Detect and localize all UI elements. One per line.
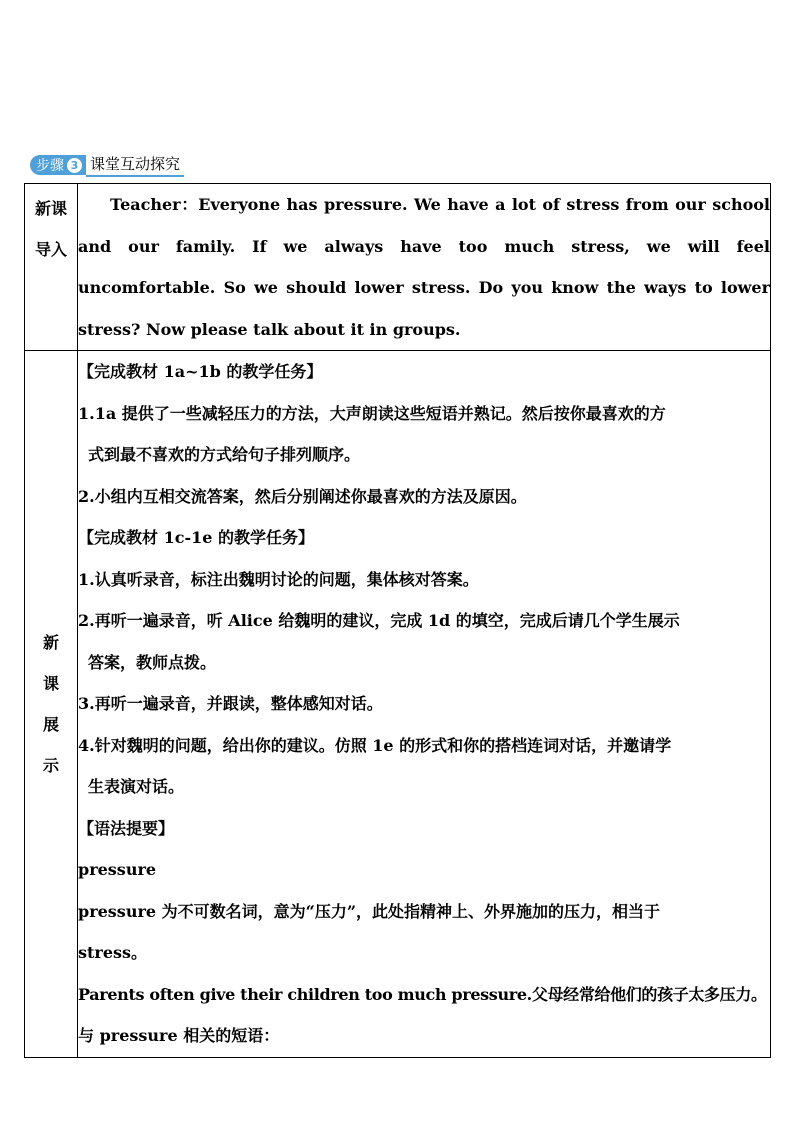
intro-label-line: 新课 [34,199,67,218]
task-item: 2.再听一遍录音，听 Alice 给魏明的建议，完成 1d 的填空，完成后请几个学生展示 [78,611,680,630]
step-badge-label: 步骤 [36,158,64,174]
grammar-example: Parents often give their children too much pressure.父母经常给他们的孩子太多压力。 [78,984,767,1004]
lesson-table [24,183,771,1058]
display-label-cell [25,351,78,1058]
task-item-continuation: 答案，教师点拨。 [88,652,217,672]
step-badge [30,155,86,175]
grammar-explanation-continuation: stress。 [78,943,148,962]
display-label-line: 课 [42,673,59,693]
display-label-line: 展 [42,714,59,734]
display-content-cell [78,351,771,1058]
display-label-line: 新 [42,632,59,652]
step-number: 3 [67,158,82,173]
grammar-heading: 【语法提要】 [78,818,175,838]
task-heading: 【完成教材 1a~1b 的教学任务】 [78,362,323,381]
grammar-term: pressure [78,860,157,879]
task-item: 1.1a 提供了一些减轻压力的方法，大声朗读这些短语并熟记。然后按你最喜欢的方 [78,403,666,423]
display-label-line: 示 [42,755,59,775]
section-title: 课堂互动探究 [86,154,184,177]
task-heading: 【完成教材 1c-1e 的教学任务】 [78,528,314,547]
intro-paragraph: Teacher：Everyone has pressure. We have a lot of stress from our school and our family. If we always have too much stress, we will feel uncomfortable. So we should lower stress. Do you know the ways to lower stress? Now please talk about it in groups. [78,195,771,339]
grammar-explanation: pressure 为不可数名词，意为“压力”，此处指精神上、外界施加的压力，相当于 [78,901,661,921]
display-row [25,351,771,1058]
task-item: 3.再听一遍录音，并跟读，整体感知对话。 [78,694,383,713]
intro-content-cell [78,184,771,351]
step-header [30,154,184,176]
grammar-phrases-intro: 与 pressure 相关的短语： [78,1026,280,1045]
intro-label-line: 导入 [34,240,67,259]
task-item-continuation: 生表演对话。 [88,777,185,796]
intro-label-cell [25,184,78,351]
task-item: 2.小组内互相交流答案，然后分别阐述你最喜欢的方法及原因。 [78,486,527,506]
intro-row [25,184,771,351]
task-item: 1.认真听录音，标注出魏明讨论的问题，集体核对答案。 [78,569,479,589]
task-item: 4.针对魏明的问题，给出你的建议。仿照 1e 的形式和你的搭档连词对话，并邀请学 [78,735,672,755]
task-item-continuation: 式到最不喜欢的方式给句子排列顺序。 [88,445,361,464]
